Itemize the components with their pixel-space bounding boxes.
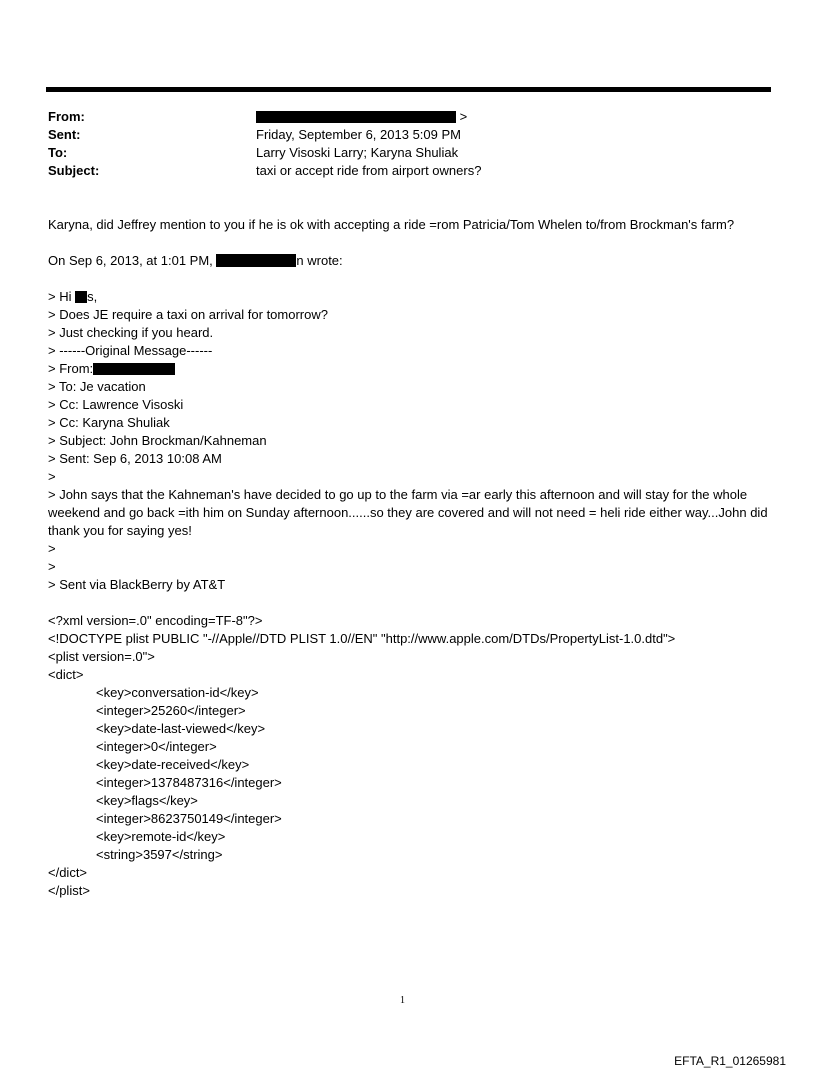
xml-line: <plist version=.0"> [48, 649, 155, 664]
quote-line: > Sent: Sep 6, 2013 10:08 AM [48, 451, 222, 466]
xml-line: </plist> [48, 883, 90, 898]
message-body [48, 216, 778, 900]
from-value [256, 108, 467, 126]
to-label: To: [48, 145, 68, 160]
redaction-box [75, 291, 87, 303]
xml-line: <string>3597</string> [96, 847, 223, 862]
xml-line: <dict> [48, 667, 84, 682]
quote-intro [48, 252, 778, 270]
bates-number: EFTA_R1_01265981 [674, 1054, 786, 1068]
page-number: 1 [400, 995, 405, 1006]
quote-hi [48, 288, 778, 306]
quote-intro-prefix: On Sep 6, 2013, at 1:01 PM, [48, 253, 213, 268]
quote-line: > Cc: Karyna Shuliak [48, 415, 170, 430]
quote-hi-prefix: > Hi [48, 289, 72, 304]
quote-hi-suffix: s, [87, 289, 98, 304]
sent-label: Sent: [48, 127, 81, 142]
quote-line: > Subject: John Brockman/Kahneman [48, 433, 267, 448]
quote-line: > ------Original Message------ [48, 343, 213, 358]
xml-line: <key>flags</key> [96, 793, 198, 808]
quote-from-prefix: > From: [48, 361, 94, 376]
xml-line: <key>date-last-viewed</key> [96, 721, 266, 736]
xml-line: <key>date-received</key> [96, 757, 250, 772]
from-suffix: > [459, 109, 468, 124]
quote-from [48, 360, 778, 378]
quote-line: > [48, 559, 56, 574]
quote-line: > Cc: Lawrence Visoski [48, 397, 184, 412]
quote-line: > [48, 541, 56, 556]
quote-line: > To: Je vacation [48, 379, 146, 394]
xml-line: <key>remote-id</key> [96, 829, 226, 844]
xml-line: <?xml version=.0" encoding=TF-8"?> [48, 613, 263, 628]
quote-line: > Just checking if you heard. [48, 325, 214, 340]
redaction-box [216, 254, 296, 267]
sent-value: Friday, September 6, 2013 5:09 PM [256, 127, 461, 142]
from-label: From: [48, 109, 85, 124]
xml-line: <integer>1378487316</integer> [96, 775, 282, 790]
xml-line: </dict> [48, 865, 88, 880]
quote-line: > Does JE require a taxi on arrival for tomorrow? [48, 307, 328, 322]
quote-line: > Sent via BlackBerry by AT&T [48, 577, 226, 592]
xml-line: <integer>25260</integer> [96, 703, 246, 718]
redaction-box [256, 111, 456, 123]
xml-line: <key>conversation-id</key> [96, 685, 259, 700]
subject-label: Subject: [48, 163, 100, 178]
to-value: Larry Visoski Larry; Karyna Shuliak [256, 145, 459, 160]
xml-line: <!DOCTYPE plist PUBLIC "-//Apple//DTD PLIST 1.0//EN" "http://www.apple.com/DTDs/PropertyList-1.0.dtd"> [48, 631, 676, 646]
header-rule [46, 87, 771, 92]
quote-line: > [48, 469, 56, 484]
intro-line: Karyna, did Jeffrey mention to you if he is ok with accepting a ride =rom Patricia/Tom Whelen to/from Brockman's farm? [48, 217, 735, 232]
quote-paragraph: > John says that the Kahneman's have decided to go up to the farm via =ar early this afternoon and will stay for the whole weekend and go back =ith him on Sunday afternoon......so they are covered and will not need = heli ride either way...John did thank you for saying yes! [48, 487, 768, 538]
quote-intro-suffix: n wrote: [296, 253, 343, 268]
redaction-box [93, 363, 175, 375]
xml-line: <integer>8623750149</integer> [96, 811, 282, 826]
xml-line: <integer>0</integer> [96, 739, 217, 754]
subject-value: taxi or accept ride from airport owners? [256, 163, 482, 178]
